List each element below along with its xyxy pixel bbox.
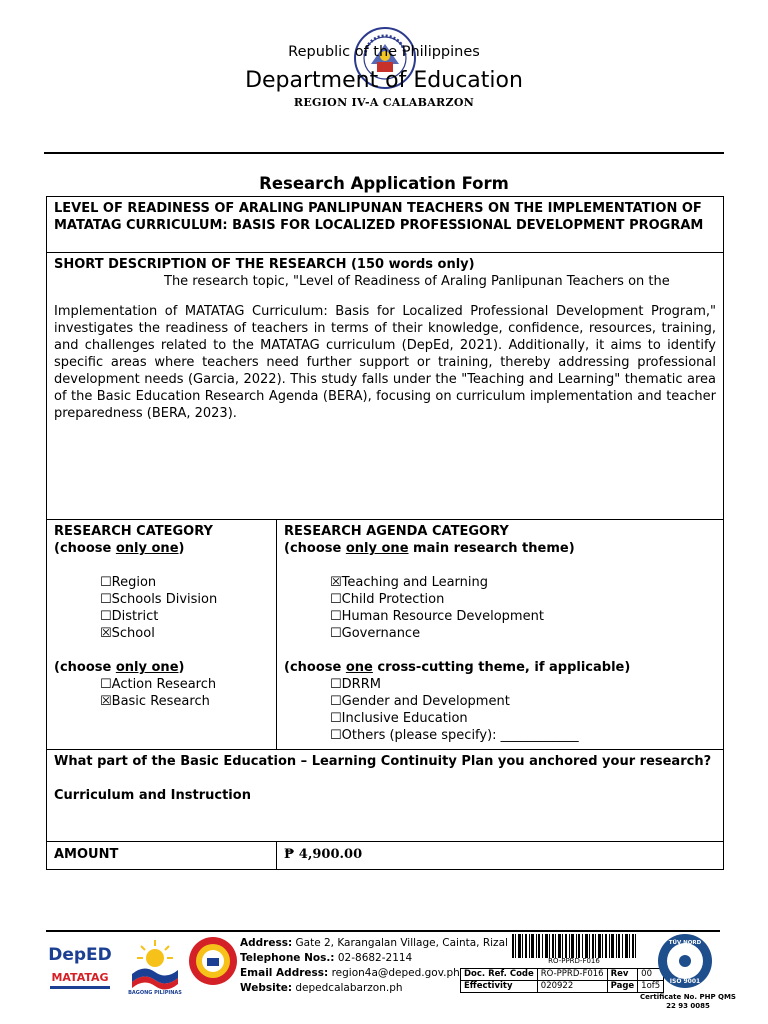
- form-title: Research Application Form: [259, 174, 509, 193]
- short-description-body: Implementation of MATATAG Curriculum: Basis for Localized Professional Development Program," investigates the readiness of teachers in terms of their knowledge, confidence, resources, training, and challenges related to the MATATAG curriculum (DepEd, 2021). Additionally, it aims to identify specific areas where teachers need further support or training, thereby addressing professional development needs (Garcia, 2022). This study falls under the "Teaching and Learning" thematic area of the Basic Education Research Agenda (BERA), focusing on curriculum implementation and teacher preparedness (BERA, 2023).: [54, 304, 716, 421]
- cross-option-gender[interactable]: ☐Gender and Development: [330, 694, 510, 709]
- footer-divider: [46, 930, 720, 932]
- short-description-heading: SHORT DESCRIPTION OF THE RESEARCH (150 words only): [54, 257, 475, 272]
- region-heading: REGION IV-A CALABARZON: [293, 96, 475, 109]
- short-description-cell: [47, 253, 724, 520]
- category-option-schools-division[interactable]: ☐Schools Division: [100, 592, 218, 607]
- svg-text:MATATAG: MATATAG: [51, 971, 109, 984]
- research-agenda-cell: [277, 520, 724, 750]
- email-line: Email Address: region4a@deped.gov.ph: [240, 967, 460, 979]
- page-value: 1of5: [638, 981, 664, 993]
- cross-option-others[interactable]: ☐Others (please specify): ____________: [330, 728, 579, 743]
- learning-plan-answer[interactable]: Curriculum and Instruction: [54, 788, 251, 803]
- doc-ref-label: Doc. Ref. Code: [461, 969, 538, 981]
- website-line: Website: depedcalabarzon.ph: [240, 982, 403, 994]
- effectivity-label: Effectivity: [461, 981, 538, 993]
- svg-text:ISO 9001: ISO 9001: [669, 978, 701, 985]
- page-label: Page: [607, 981, 638, 993]
- research-title: LEVEL OF READINESS OF ARALING PANLIPUNAN TEACHERS ON THE IMPLEMENTATION OF MATATAG CURRICULUM: BASIS FOR LOCALIZED PROFESSIONAL DEVELOPMENT PROGRAM: [54, 201, 704, 233]
- category-option-school[interactable]: ☒School: [100, 626, 155, 641]
- svg-text:BAGONG PILIPINAS: BAGONG PILIPINAS: [128, 990, 182, 996]
- cross-option-drrm[interactable]: ☐DRRM: [330, 677, 381, 692]
- amount-label: AMOUNT: [54, 847, 119, 862]
- doc-ref-value: RO-PPRD-F016: [537, 969, 607, 981]
- research-type-instruction: (choose only one): [54, 660, 185, 675]
- tuv-iso-certification-logo: [650, 932, 720, 990]
- amount-label-cell: [47, 842, 277, 870]
- research-category-cell: [47, 520, 277, 750]
- bagong-pilipinas-logo: [124, 934, 186, 996]
- type-option-action-research[interactable]: ☐Action Research: [100, 677, 217, 692]
- research-category-heading: RESEARCH CATEGORY: [54, 524, 213, 539]
- theme-option-governance[interactable]: ☐Governance: [330, 626, 421, 641]
- certificate-number: Certificate No. PHP QMS 22 93 0085: [640, 993, 736, 1010]
- address-line: Address: Gate 2, Karangalan Village, Cainta, Rizal: [240, 937, 508, 949]
- category-option-region[interactable]: ☐Region: [100, 575, 157, 590]
- theme-option-teaching-learning[interactable]: ☒Teaching and Learning: [330, 575, 488, 590]
- application-form-table: [46, 196, 724, 870]
- cross-cutting-instruction: (choose one cross-cutting theme, if applicable): [284, 660, 631, 675]
- email-link[interactable]: region4a@deped.gov.ph: [331, 967, 460, 979]
- research-agenda-heading: RESEARCH AGENDA CATEGORY: [284, 524, 509, 539]
- republic-heading: Republic of the Philippines: [288, 44, 480, 60]
- deped-matatag-logo: [44, 934, 116, 996]
- learning-plan-question: What part of the Basic Education – Learning Continuity Plan you anchored your research?: [54, 754, 712, 769]
- type-option-basic-research[interactable]: ☒Basic Research: [100, 694, 210, 709]
- barcode-image: [512, 934, 636, 958]
- amount-value-cell: [277, 842, 724, 870]
- rev-value: 00: [638, 969, 664, 981]
- theme-option-human-resource[interactable]: ☐Human Resource Development: [330, 609, 544, 624]
- website-link[interactable]: depedcalabarzon.ph: [295, 982, 403, 994]
- cross-option-inclusive[interactable]: ☐Inclusive Education: [330, 711, 468, 726]
- svg-text:TÜV NORD: TÜV NORD: [668, 940, 702, 946]
- research-agenda-instruction: (choose only one main research theme): [284, 541, 575, 556]
- research-title-cell: [47, 197, 724, 253]
- telephone-line: Telephone Nos.: 02-8682-2114: [240, 952, 413, 964]
- header-divider: [44, 152, 724, 154]
- barcode-caption: RO-PPRD-F016: [548, 957, 600, 965]
- theme-option-child-protection[interactable]: ☐Child Protection: [330, 592, 445, 607]
- svg-text:DepED: DepED: [48, 945, 112, 965]
- department-heading: Department of Education: [245, 68, 523, 93]
- rev-label: Rev: [607, 969, 638, 981]
- learning-plan-cell: [47, 750, 724, 842]
- regional-office-seal: [188, 936, 238, 986]
- document-control-table: [460, 968, 664, 993]
- short-description-first-line: The research topic, "Level of Readiness of Araling Panlipunan Teachers on the: [164, 274, 670, 289]
- effectivity-value: 020922: [537, 981, 607, 993]
- category-option-district[interactable]: ☐District: [100, 609, 159, 624]
- amount-value[interactable]: ₱ 4,900.00: [284, 847, 363, 862]
- research-category-instruction: (choose only one): [54, 541, 185, 556]
